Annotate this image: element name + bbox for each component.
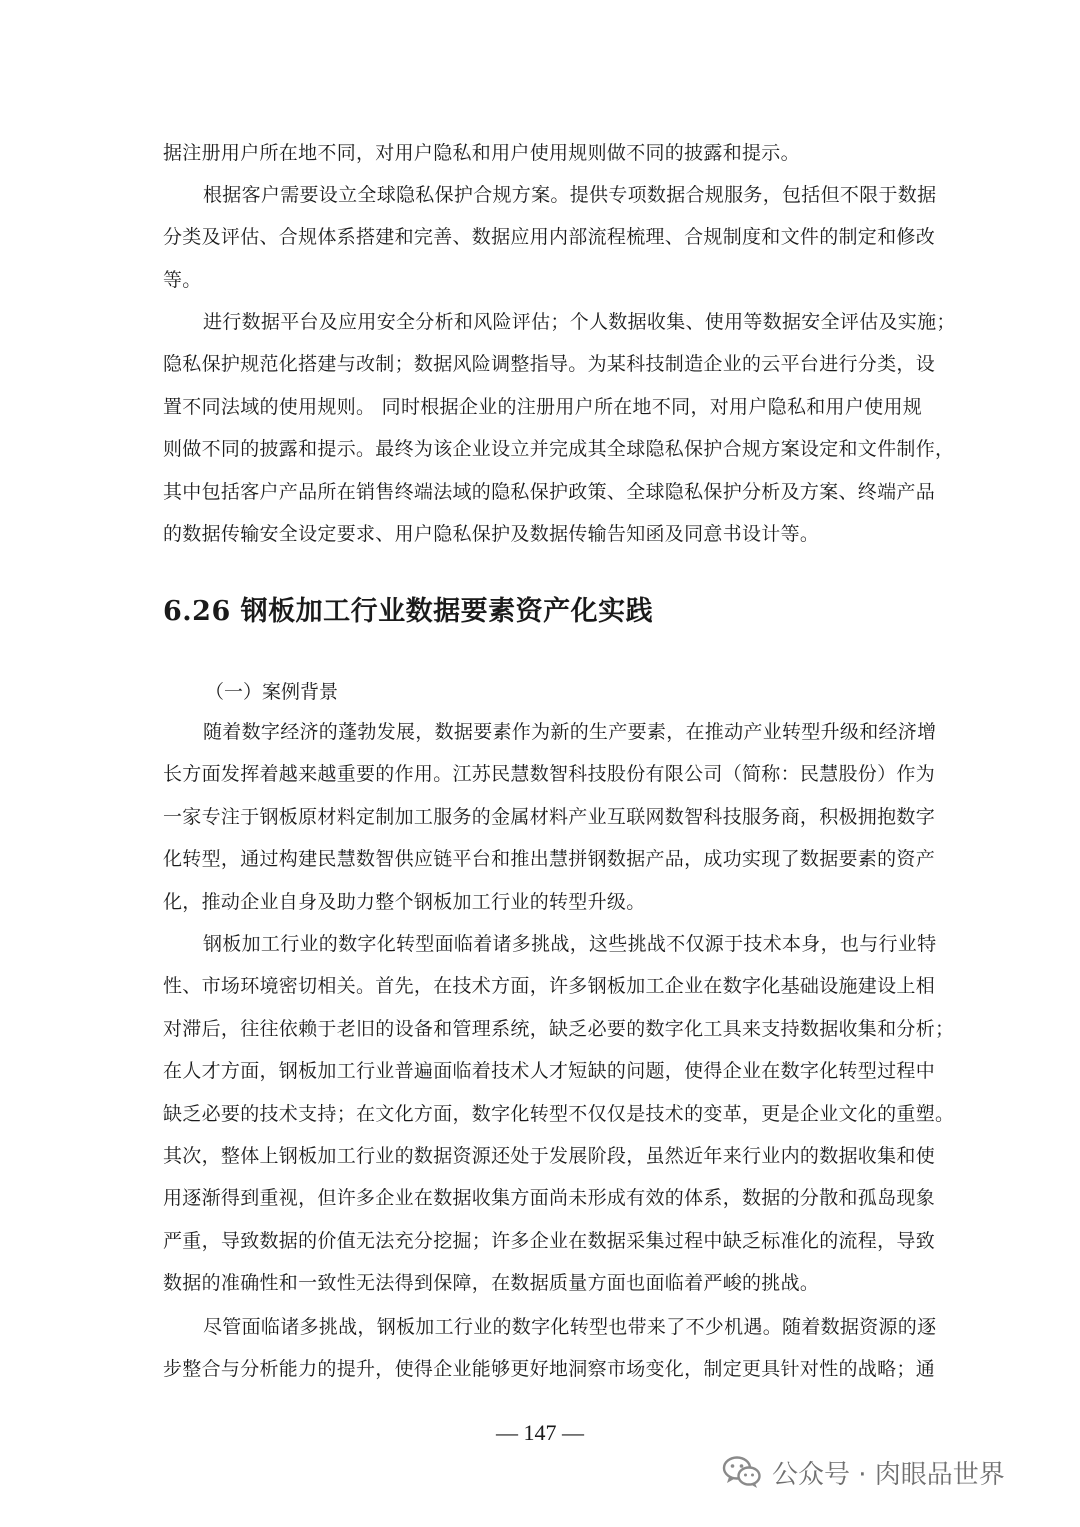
text-line: 其中包括客户产品所在销售终端法域的隐私保护政策、全球隐私保护分析及方案、终端产品 xyxy=(163,480,936,503)
text-line: 尽管面临诸多挑战，钢板加工行业的数字化转型也带来了不少机遇。随着数据资源的逐 xyxy=(203,1316,937,1338)
text-line: 的数据传输安全设定要求、用户隐私保护及数据传输告知函及同意书设计等。 xyxy=(163,522,820,545)
text-line: 分类及评估、合规体系搭建和完善、数据应用内部流程梳理、合规制度和文件的制定和修改 xyxy=(163,226,936,249)
text-line: 用逐渐得到重视，但许多企业在数据收集方面尚未形成有效的体系，数据的分散和孤岛现象 xyxy=(163,1187,936,1210)
text-line: 在人才方面，钢板加工行业普遍面临着技术人才短缺的问题，使得企业在数字化转型过程中 xyxy=(163,1060,936,1083)
text-line: 缺乏必要的技术支持；在文化方面，数字化转型不仅仅是技术的变革，更是企业文化的重塑。 xyxy=(163,1102,955,1125)
wechat-icon xyxy=(722,1455,762,1489)
watermark xyxy=(722,1448,1005,1496)
text-line: 性、市场环境密切相关。首先，在技术方面，许多钢板加工企业在数字化基础设施建设上相 xyxy=(163,975,936,998)
page-number: — 147 — xyxy=(496,1420,584,1445)
text-line: 化转型，通过构建民慧数智供应链平台和推出慧拼钢数据产品，成功实现了数据要素的资产 xyxy=(163,848,936,871)
watermark-text: 公众号 · 肉眼品世界 xyxy=(772,1459,1005,1490)
paragraph-challenges xyxy=(163,923,955,1305)
text-line: 根据客户需要设立全球隐私保护合规方案。提供专项数据合规服务，包括但不限于数据 xyxy=(203,184,937,206)
text-line: 其次，整体上钢板加工行业的数据资源还处于发展阶段，虽然近年来行业内的数据收集和使 xyxy=(163,1144,936,1167)
text-line: 长方面发挥着越来越重要的作用。江苏民慧数智科技股份有限公司（简称：民慧股份）作为 xyxy=(163,763,936,786)
text-line: 化，推动企业自身及助力整个钢板加工行业的转型升级。 xyxy=(163,890,646,913)
text-line: 步整合与分析能力的提升，使得企业能够更好地洞察市场变化，制定更具针对性的战略；通 xyxy=(163,1358,936,1381)
text-line: 隐私保护规范化搭建与改制；数据风险调整指导。为某科技制造企业的云平台进行分类，设 xyxy=(163,353,936,376)
text-line: 随着数字经济的蓬勃发展，数据要素作为新的生产要素，在推动产业转型升级和经济增 xyxy=(203,721,937,743)
section-title: 6.26 钢板加工行业数据要素资产化实践 xyxy=(163,596,654,627)
text-line: 数据的准确性和一致性无法得到保障，在数据质量方面也面临着严峻的挑战。 xyxy=(163,1272,820,1295)
text-line: 则做不同的披露和提示。最终为该企业设立并完成其全球隐私保护合规方案设定和文件制作， xyxy=(163,438,955,461)
text-line: 据注册用户所在地不同，对用户隐私和用户使用规则做不同的披露和提示。 xyxy=(163,142,800,164)
paragraph-background xyxy=(163,711,937,923)
paragraph-opportunities xyxy=(163,1306,937,1391)
section-subtitle: （一）案例背景 xyxy=(205,681,339,703)
text-line: 钢板加工行业的数字化转型面临着诸多挑战，这些挑战不仅源于技术本身，也与行业特 xyxy=(203,933,937,955)
text-line: 等。 xyxy=(163,268,202,291)
paragraph-global-privacy xyxy=(163,174,937,301)
text-line: 进行数据平台及应用安全分析和风险评估；个人数据收集、使用等数据安全评估及实施； xyxy=(203,311,956,333)
text-line: 对滞后，往往依赖于老旧的设备和管理系统，缺乏必要的数字化工具来支持数据收集和分析； xyxy=(163,1017,955,1040)
text-line: 置不同法域的使用规则。 同时根据企业的注册用户所在地不同，对用户隐私和用户使用规 xyxy=(163,395,923,418)
paragraph-platform-security xyxy=(163,301,956,555)
text-line: 一家专注于钢板原材料定制加工服务的金属材料产业互联网数智科技服务商，积极拥抱数字 xyxy=(163,805,936,828)
text-line: 严重，导致数据的价值无法充分挖掘；许多企业在数据采集过程中缺乏标准化的流程，导致 xyxy=(163,1229,936,1252)
paragraph-intro xyxy=(163,132,920,174)
